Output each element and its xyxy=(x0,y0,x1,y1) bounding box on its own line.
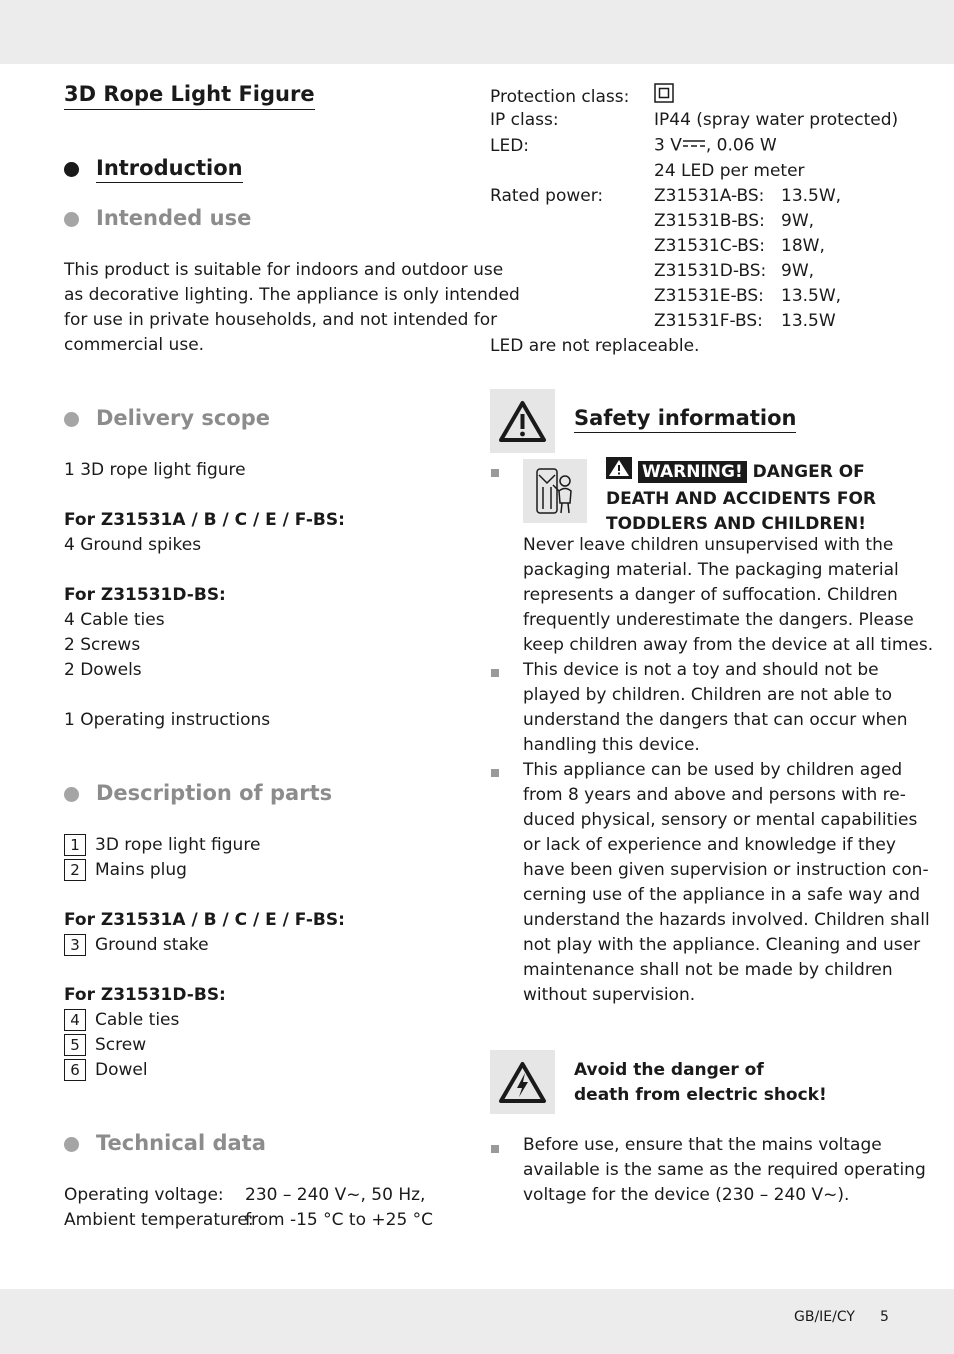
rated-model: Z31531A-BS: xyxy=(654,185,765,206)
list-item: 1 Operating instructions xyxy=(64,710,271,730)
part-item xyxy=(64,1008,345,1033)
list-item: 1 3D rope light figure xyxy=(64,460,246,480)
spec-row xyxy=(490,184,898,209)
spec-value: , 0.06 W xyxy=(705,135,777,156)
spec-label: Protection class: xyxy=(490,87,630,107)
list-bullet xyxy=(491,769,499,777)
spec-note: LED are not replaceable. xyxy=(490,335,700,356)
spec-row xyxy=(490,234,898,259)
part-item xyxy=(64,833,345,858)
model-group-label: For Z31531A / B / C / E / F-BS: xyxy=(64,510,345,530)
spec-row xyxy=(490,133,898,159)
safety-bullet-text xyxy=(523,1133,926,1208)
part-item xyxy=(64,1033,345,1058)
tech-row xyxy=(64,1208,433,1233)
text-line: commercial use. xyxy=(64,335,205,355)
text-line: This device is not a toy and should not be xyxy=(523,660,879,680)
spec-label: LED: xyxy=(490,135,530,156)
tech-value: from -15 °C to +25 °C xyxy=(245,1210,434,1230)
child-hazard-icon xyxy=(523,459,587,523)
warning-heading-line: TODDLERS AND CHILDREN! xyxy=(606,514,867,534)
part-number: 1 xyxy=(64,834,86,856)
text-line: handling this device. xyxy=(523,735,700,755)
text-line: or lack of experience and knowledge if they xyxy=(523,835,896,855)
warning-heading-line: DEATH AND ACCIDENTS FOR xyxy=(606,489,877,509)
text-line: frequently underestimate the dangers. Please xyxy=(523,610,914,630)
rated-power: 9W, xyxy=(781,260,815,281)
text-line: death from electric shock! xyxy=(574,1085,827,1105)
document-title: 3D Rope Light Figure xyxy=(64,80,315,110)
shock-warning-heading xyxy=(574,1058,827,1108)
part-label: Screw xyxy=(95,1035,147,1055)
text-line: understand the hazards involved. Children shall xyxy=(523,910,930,930)
tech-label: Operating voltage: xyxy=(64,1185,224,1205)
description-of-parts-heading: Description of parts xyxy=(96,781,333,805)
safety-bullet-text xyxy=(523,658,908,758)
technical-data-heading: Technical data xyxy=(96,1131,266,1155)
spec-row xyxy=(490,284,898,309)
spec-row xyxy=(490,309,898,334)
part-item xyxy=(64,858,345,883)
text-line: represents a danger of suffocation. Children xyxy=(523,585,898,605)
text-line: played by children. Children are not able to xyxy=(523,685,893,705)
text-line: without supervision. xyxy=(523,985,696,1005)
rated-model: Z31531F-BS: xyxy=(654,310,763,331)
warning-body xyxy=(523,533,933,658)
warning-heading xyxy=(606,457,876,537)
introduction-heading: Introduction xyxy=(96,154,243,183)
tech-value: 230 – 240 V~, 50 Hz, xyxy=(245,1185,426,1205)
text-line: as decorative lighting. The appliance is only intended xyxy=(64,285,520,305)
text-line: understand the dangers that can occur when xyxy=(523,710,908,730)
intended-use-text xyxy=(64,258,520,358)
rated-model: Z31531E-BS: xyxy=(654,285,764,306)
part-item xyxy=(64,1058,345,1083)
text-line: keep children away from the device at all times. xyxy=(523,635,934,655)
delivery-scope-heading: Delivery scope xyxy=(96,406,271,430)
safety-bullet-text xyxy=(523,758,930,1008)
warning-heading-line xyxy=(606,457,876,487)
part-number: 6 xyxy=(64,1059,86,1081)
header-band xyxy=(0,0,954,64)
tech-row xyxy=(64,1183,433,1208)
list-item: 2 Screws xyxy=(64,635,141,655)
section-bullet xyxy=(64,212,79,227)
part-label: Ground stake xyxy=(95,935,209,955)
rated-power: 13.5W xyxy=(781,310,836,331)
spec-value: 24 LED per meter xyxy=(654,160,805,181)
spec-row xyxy=(490,209,898,234)
part-number: 4 xyxy=(64,1009,86,1031)
warning-label: WARNING! xyxy=(638,461,747,483)
warning-triangle-icon xyxy=(490,389,555,453)
model-group-label: For Z31531A / B / C / E / F-BS: xyxy=(64,910,345,930)
spec-row xyxy=(490,83,898,108)
technical-data-table xyxy=(64,1183,433,1233)
section-bullet xyxy=(64,787,79,802)
warning-sign-icon xyxy=(606,457,632,487)
tech-label: Ambient temperature: xyxy=(64,1210,254,1230)
warning-heading-text: DANGER OF xyxy=(746,462,865,482)
list-bullet xyxy=(491,1145,499,1153)
text-line: voltage for the device (230 – 240 V~). xyxy=(523,1185,850,1205)
part-label: 3D rope light figure xyxy=(95,835,261,855)
text-line: available is the same as the required operating xyxy=(523,1160,926,1180)
rated-power: 13.5W, xyxy=(781,185,842,206)
page-number: 5 xyxy=(880,1309,889,1325)
text-line: cerning use of the appliance in a safe way and xyxy=(523,885,921,905)
text-line: for use in private households, and not intended for xyxy=(64,310,498,330)
text-line: from 8 years and above and persons with re- xyxy=(523,785,906,805)
text-line: maintenance shall not be made by children xyxy=(523,960,893,980)
text-line: not play with the appliance. Cleaning and user xyxy=(523,935,921,955)
part-number: 2 xyxy=(64,859,86,881)
rated-power: 9W, xyxy=(781,210,815,231)
part-number: 3 xyxy=(64,934,86,956)
spec-row xyxy=(490,108,898,133)
part-label: Dowel xyxy=(95,1060,148,1080)
footer-region: GB/IE/CY xyxy=(794,1309,855,1325)
protection-class-ii-icon xyxy=(654,83,674,111)
section-bullet xyxy=(64,1137,79,1152)
delivery-scope-list xyxy=(64,458,345,733)
text-line: This product is suitable for indoors and outdoor use xyxy=(64,260,504,280)
text-line: Avoid the danger of xyxy=(574,1060,764,1080)
section-bullet xyxy=(64,412,79,427)
text-line: Never leave children unsupervised with the xyxy=(523,535,894,555)
text-line: duced physical, sensory or mental capabilities xyxy=(523,810,918,830)
list-item: 2 Dowels xyxy=(64,660,142,680)
text-line: This appliance can be used by children aged xyxy=(523,760,903,780)
rated-model: Z31531D-BS: xyxy=(654,260,767,281)
spec-value: 3 V xyxy=(654,135,682,156)
rated-power: 13.5W, xyxy=(781,285,842,306)
list-item: 4 Ground spikes xyxy=(64,535,202,555)
spec-label: IP class: xyxy=(490,110,559,130)
rated-power: 18W, xyxy=(781,235,825,256)
list-bullet xyxy=(491,669,499,677)
rated-model: Z31531B-BS: xyxy=(654,210,765,231)
part-number: 5 xyxy=(64,1034,86,1056)
spec-value: IP44 (spray water protected) xyxy=(654,110,899,130)
part-label: Mains plug xyxy=(95,860,187,880)
list-item: 4 Cable ties xyxy=(64,610,165,630)
model-group-label: For Z31531D-BS: xyxy=(64,585,226,605)
spec-label: Rated power: xyxy=(490,185,604,206)
section-bullet xyxy=(64,162,79,177)
parts-list xyxy=(64,833,345,1083)
safety-information-heading: Safety information xyxy=(574,404,796,433)
text-line: Before use, ensure that the mains voltage xyxy=(523,1135,882,1155)
electric-shock-warning-icon xyxy=(490,1050,555,1114)
part-item xyxy=(64,933,345,958)
intended-use-heading: Intended use xyxy=(96,206,252,230)
spec-row xyxy=(490,259,898,284)
dc-current-icon xyxy=(682,133,706,158)
part-label: Cable ties xyxy=(95,1010,180,1030)
spec-row xyxy=(490,159,898,184)
text-line: packaging material. The packaging material xyxy=(523,560,899,580)
model-group-label: For Z31531D-BS: xyxy=(64,985,226,1005)
text-line: have been given supervision or instruction con- xyxy=(523,860,929,880)
specs-table xyxy=(490,83,898,359)
list-bullet xyxy=(491,469,499,477)
rated-model: Z31531C-BS: xyxy=(654,235,766,256)
